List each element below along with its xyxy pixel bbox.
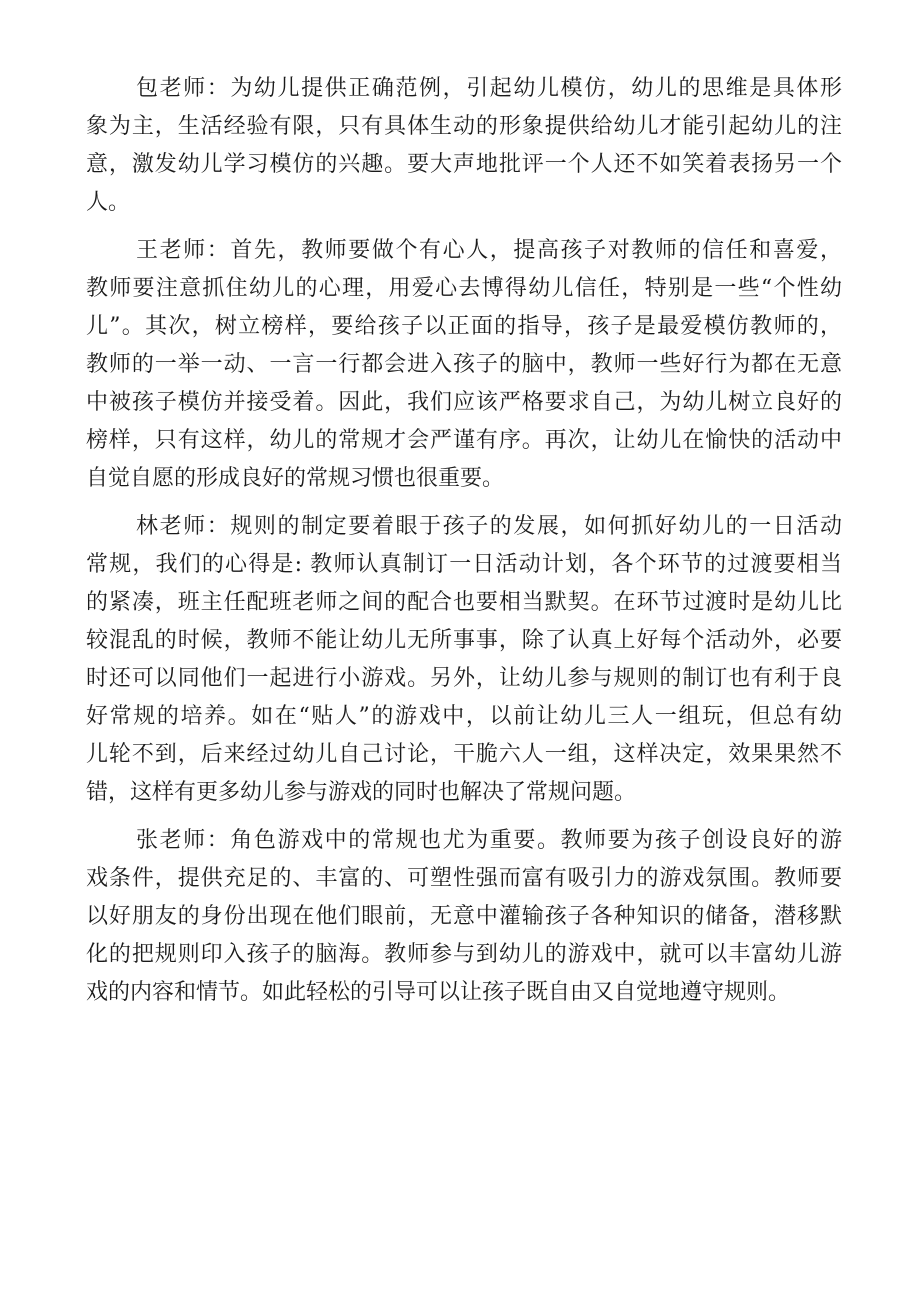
paragraph-line: 的紧凑，班主任配班老师之间的配合也要相当默契。在环节过渡时是幼儿比 [86, 590, 842, 615]
paragraph-line: 人。 [86, 190, 131, 215]
paragraph-line: 好常规的培养。如在“贴人”的游戏中，以前让幼儿三人一组玩，但总有幼 [86, 704, 842, 729]
paragraph-line: 儿”。其次，树立榜样，要给孩子以正面的指导，孩子是最爱模仿教师的， [86, 314, 842, 339]
paragraph-line: 包老师：为幼儿提供正确范例，引起幼儿模仿，幼儿的思维是具体形 [136, 76, 842, 101]
paragraph-line: 戏的内容和情节。如此轻松的引导可以让孩子既自由又自觉地遵守规则。 [86, 980, 791, 1005]
paragraph-line: 化的把规则印入孩子的脑海。教师参与到幼儿的游戏中，就可以丰富幼儿游 [86, 942, 842, 967]
paragraph-line: 儿轮不到，后来经过幼儿自己讨论，干脆六人一组，这样决定，效果果然不 [86, 742, 842, 767]
paragraph-lin [86, 508, 842, 812]
paragraph-line: 时还可以同他们一起进行小游戏。另外，让幼儿参与规则的制订也有利于良 [86, 666, 842, 691]
paragraph-line: 教师的一举一动、一言一行都会进入孩子的脑中，教师一些好行为都在无意 [86, 352, 842, 377]
paragraph-line: 中被孩子模仿并接受着。因此，我们应该严格要求自己，为幼儿树立良好的 [86, 390, 842, 415]
paragraph-line: 榜样，只有这样，幼儿的常规才会严谨有序。再次，让幼儿在愉快的活动中 [86, 428, 842, 453]
paragraph-line: 常规，我们的心得是: 教师认真制订一日活动计划，各个环节的过渡要相当 [86, 552, 842, 577]
paragraph-zhang [86, 822, 842, 1012]
paragraph-line: 自觉自愿的形成良好的常规习惯也很重要。 [86, 466, 505, 491]
paragraph-line: 王老师：首先，教师要做个有心人，提高孩子对教师的信任和喜爱， [136, 238, 842, 263]
paragraph-bao [86, 70, 842, 222]
paragraph-line: 张老师：角色游戏中的常规也尤为重要。教师要为孩子创设良好的游 [136, 828, 842, 853]
paragraph-line: 以好朋友的身份出现在他们眼前，无意中灌输孩子各种知识的储备，潜移默 [86, 904, 842, 929]
paragraph-line: 戏条件，提供充足的、丰富的、可塑性强而富有吸引力的游戏氛围。教师要 [86, 866, 842, 891]
paragraph-wang [86, 232, 842, 498]
paragraph-line: 错，这样有更多幼儿参与游戏的同时也解决了常规问题。 [86, 780, 637, 805]
paragraph-line: 较混乱的时候，教师不能让幼儿无所事事，除了认真上好每个活动外，必要 [86, 628, 842, 653]
paragraph-line: 象为主，生活经验有限，只有具体生动的形象提供给幼儿才能引起幼儿的注 [86, 114, 842, 139]
paragraph-line: 意，激发幼儿学习模仿的兴趣。要大声地批评一个人还不如笑着表扬另一个 [86, 152, 842, 177]
document-page [86, 70, 842, 1022]
paragraph-line: 林老师：规则的制定要着眼于孩子的发展，如何抓好幼儿的一日活动 [136, 514, 842, 539]
paragraph-line: 教师要注意抓住幼儿的心理，用爱心去博得幼儿信任，特别是一些“个性幼 [86, 276, 842, 301]
